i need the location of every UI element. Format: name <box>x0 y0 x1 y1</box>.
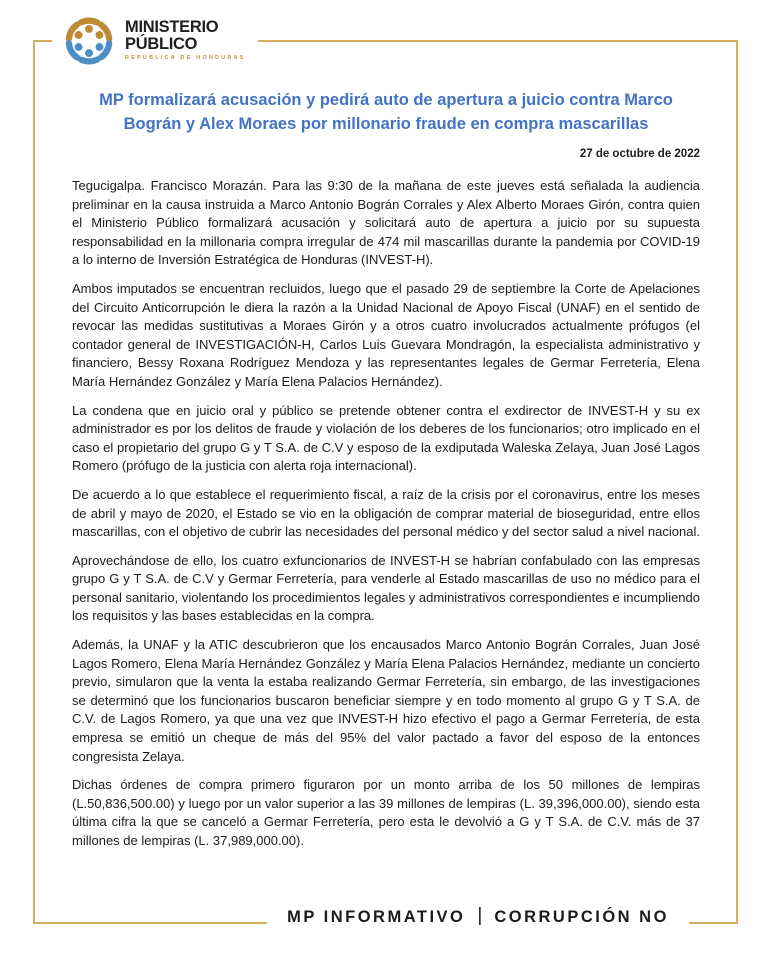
paragraph: Tegucigalpa. Francisco Morazán. Para las 9:30 de la mañana de este jueves está señalada la audiencia preliminar en la causa instruida a Marco Antonio Bográn Corrales y Alex Alberto Moraes Girón, contra quien el Ministerio Público formalizará acusación y solicitará auto de apertura a juicio por su supuesta responsabilidad en la millonaria compra irregular de 474 mil mascarillas durante la pandemia por COVID-19 a lo interno de Inversión Estratégica de Honduras (INVEST-H). <box>72 178 700 268</box>
footer-banner <box>267 902 689 932</box>
logo-wordmark-line1: MINISTERIO <box>125 17 219 36</box>
footer-label-corrupcion-no: CORRUPCIÓN NO <box>494 907 669 926</box>
paragraph: Además, la UNAF y la ATIC descubrieron que los encausados Marco Antonio Bográn Corrales, Juan José Lagos Romero, Elena María Hernández González y María Elena Palacios Hernández, mediante un concierto previo, simularon que la venta la estaba realizando Germar Ferretería, sin embargo, de las investigaciones se determinó que los funcionarios buscaron beneficiar siempre y en todo momento al grupo G y T S.A. de C.V. de Lagos Romero, ya que una vez que INVEST-H hizo efectivo el pago a Germar Ferretería, de esta empresa se emitió un cheque de más del 95% del valor pactado a favor del esposo de la entonces congresista Zelaya. <box>72 637 700 764</box>
paragraph: Dichas órdenes de compra primero figuraron por un monto arriba de los 50 millones de lempiras (L.50,836,500.00) y luego por un valor superior a las 39 millones de lempiras (L. 39,396,000.00), siendo esta última cifra la que se canceló a Germar Ferretería, pero esta le devolvió a G y T S.A. de C.V. más de 37 millones de lempiras (L. 37,989,000.00). <box>72 777 700 848</box>
footer-label-mp-informativo: MP INFORMATIVO <box>287 907 466 926</box>
article <box>72 0 700 861</box>
paragraph: Aprovechándose de ello, los cuatro exfuncionarios de INVEST-H se habrían confabulado con las empresas grupo G y T S.A. de C.V y Germar Ferretería, para venderle al Estado mascarillas de uso no médico para el personal sanitario, violentando los procedimientos legales y administrativos correspondientes e incumpliendo los requisitos y las bases establecidas en la compra. <box>72 552 700 624</box>
logo-subtitle: REPÚBLICA DE HONDURAS <box>125 55 246 61</box>
paragraph: Ambos imputados se encuentran recluidos, luego que el pasado 29 de septiembre la Corte de Apelaciones del Circuito Anticorrupción le diera la razón a la Unidad Nacional de Apoyo Fiscal (UNAF) en el sentido de revocar las medidas sustitutivas a Moraes Girón y a otros cuatro involucrados actualmente prófugos (el contador general de INVESTIGACIÓN-H, Carlos Luis Guevara Mondragón, la especialista administrativo y financiero, Bessy Roxana Rodríguez Mendoza y las representantes legales de Germar Ferretería, Elena María Hernández González y María Elena Palacios Hernández). <box>72 280 700 389</box>
paragraph: De acuerdo a lo que establece el requerimiento fiscal, a raíz de la crisis por el coronavirus, entre los meses de abril y mayo de 2020, el Estado se vio en la obligación de comprar material de bioseguridad, entre ellos mascarillas, con el objetivo de cubrir las necesidades del personal médico y del sector salud a nivel nacional. <box>72 486 700 540</box>
paragraph: La condena que en juicio oral y público se pretende obtener contra el exdirector de INVEST-H y su ex administrador es por los delitos de fraude y violación de los deberes de los funcionarios; otro implicado en el caso el propietario del grupo G y T S.A. de C.V y esposo de la exdiputada Waleska Zelaya, Juan José Lagos Romero (prófugo de la justicia con alerta roja internacional). <box>72 402 700 474</box>
article-date: 27 de octubre de 2022 <box>579 148 700 160</box>
article-headline: MP formalizará acusación y pedirá auto de apertura a juicio contra Marco Bográn y Alex Moraes por millonario fraude en compra mascarillas <box>99 91 673 133</box>
logo-wordmark-line2: PÚBLICO <box>125 34 198 53</box>
footer-separator: | <box>477 905 483 926</box>
article-body <box>72 177 700 851</box>
